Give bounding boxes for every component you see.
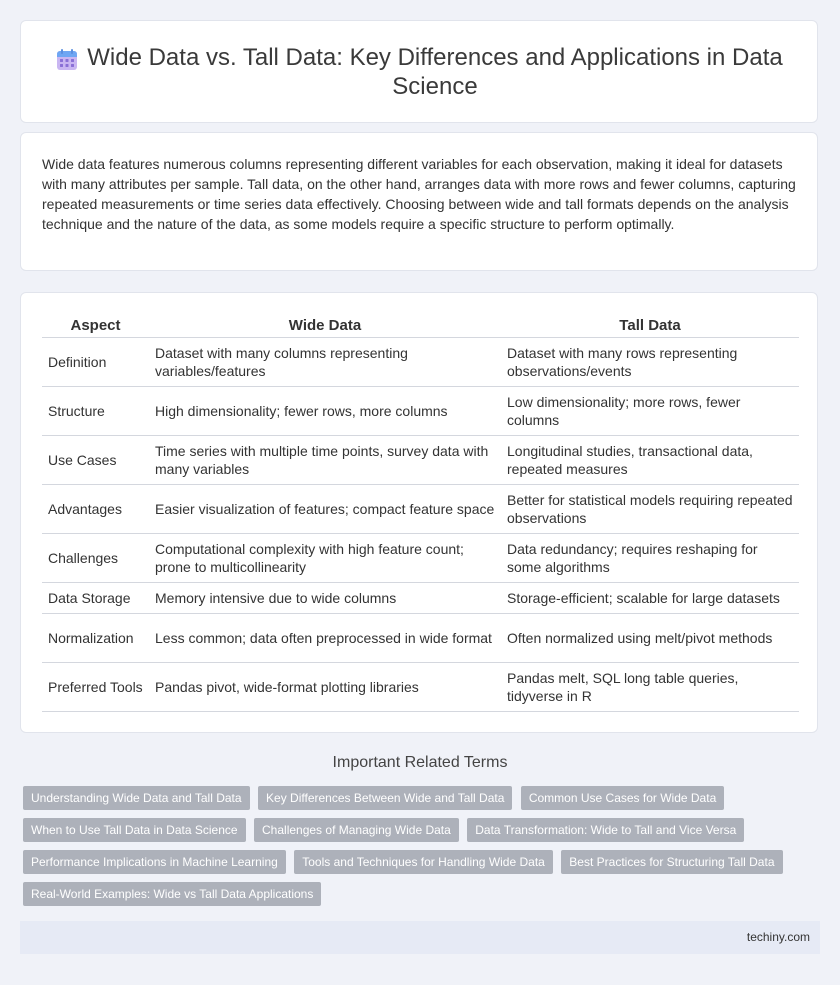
column-header-wide-data: Wide Data — [149, 313, 501, 338]
row-tall-data: Pandas melt, SQL long table queries, tidyverse in R — [501, 663, 799, 712]
table-row — [42, 663, 799, 712]
related-term-tag[interactable]: Key Differences Between Wide and Tall Data — [258, 786, 512, 810]
table-row — [42, 338, 799, 387]
row-tall-data: Longitudinal studies, transactional data, repeated measures — [501, 436, 799, 485]
table-row — [42, 436, 799, 485]
row-wide-data: Less common; data often preprocessed in wide format — [149, 614, 501, 663]
row-aspect: Use Cases — [42, 436, 149, 485]
related-terms-list — [23, 786, 823, 914]
row-wide-data: Pandas pivot, wide-format plotting libraries — [149, 663, 501, 712]
row-tall-data: Low dimensionality; more rows, fewer columns — [501, 387, 799, 436]
row-wide-data: Computational complexity with high feature count; prone to multicollinearity — [149, 534, 501, 583]
related-term-tag[interactable]: Challenges of Managing Wide Data — [254, 818, 459, 842]
table-row — [42, 583, 799, 614]
row-wide-data: Easier visualization of features; compact feature space — [149, 485, 501, 534]
row-aspect: Challenges — [42, 534, 149, 583]
intro-card — [20, 132, 818, 271]
column-header-tall-data: Tall Data — [501, 313, 799, 338]
related-term-tag[interactable]: When to Use Tall Data in Data Science — [23, 818, 246, 842]
related-term-tag[interactable]: Best Practices for Structuring Tall Data — [561, 850, 782, 874]
footer — [20, 921, 820, 954]
row-tall-data: Dataset with many rows representing observations/events — [501, 338, 799, 387]
comparison-card — [20, 292, 818, 733]
footer-site-link[interactable]: techiny.com — [746, 930, 810, 944]
row-aspect: Definition — [42, 338, 149, 387]
row-aspect: Advantages — [42, 485, 149, 534]
row-aspect: Preferred Tools — [42, 663, 149, 712]
related-term-tag[interactable]: Understanding Wide Data and Tall Data — [23, 786, 250, 810]
title-card — [20, 20, 818, 123]
table-row — [42, 614, 799, 663]
related-term-tag[interactable]: Common Use Cases for Wide Data — [521, 786, 724, 810]
row-wide-data: Dataset with many columns representing variables/features — [149, 338, 501, 387]
row-aspect: Structure — [42, 387, 149, 436]
row-tall-data: Often normalized using melt/pivot methods — [501, 614, 799, 663]
row-tall-data: Data redundancy; requires reshaping for some algorithms — [501, 534, 799, 583]
row-aspect: Normalization — [42, 614, 149, 663]
row-wide-data: Time series with multiple time points, survey data with many variables — [149, 436, 501, 485]
related-term-tag[interactable]: Real-World Examples: Wide vs Tall Data Applications — [23, 882, 321, 906]
related-terms-heading: Important Related Terms — [332, 754, 508, 771]
table-row — [42, 387, 799, 436]
comparison-table — [42, 313, 799, 712]
column-header-aspect: Aspect — [42, 313, 149, 338]
row-aspect: Data Storage — [42, 583, 149, 614]
row-wide-data: Memory intensive due to wide columns — [149, 583, 501, 614]
table-row — [42, 534, 799, 583]
page-title: Wide Data vs. Tall Data: Key Differences and Applications in Data Science — [87, 44, 783, 100]
related-term-tag[interactable]: Tools and Techniques for Handling Wide Data — [294, 850, 553, 874]
related-term-tag[interactable]: Performance Implications in Machine Learning — [23, 850, 286, 874]
related-term-tag[interactable]: Data Transformation: Wide to Tall and Vice Versa — [467, 818, 744, 842]
row-tall-data: Storage-efficient; scalable for large datasets — [501, 583, 799, 614]
row-wide-data: High dimensionality; fewer rows, more columns — [149, 387, 501, 436]
table-row — [42, 485, 799, 534]
row-tall-data: Better for statistical models requiring repeated observations — [501, 485, 799, 534]
intro-paragraph: Wide data features numerous columns representing different variables for each observation, making it ideal for datasets with many attributes per sample. Tall data, on the other hand, arranges data with more rows and fewer columns, capturing repeated measurements or time series data effectively. Choosing between wide and tall formats depends on the analysis technique and the nature of the data, as some models require a specific structure to perform optimally. — [42, 156, 796, 232]
table-header-row — [42, 313, 799, 338]
